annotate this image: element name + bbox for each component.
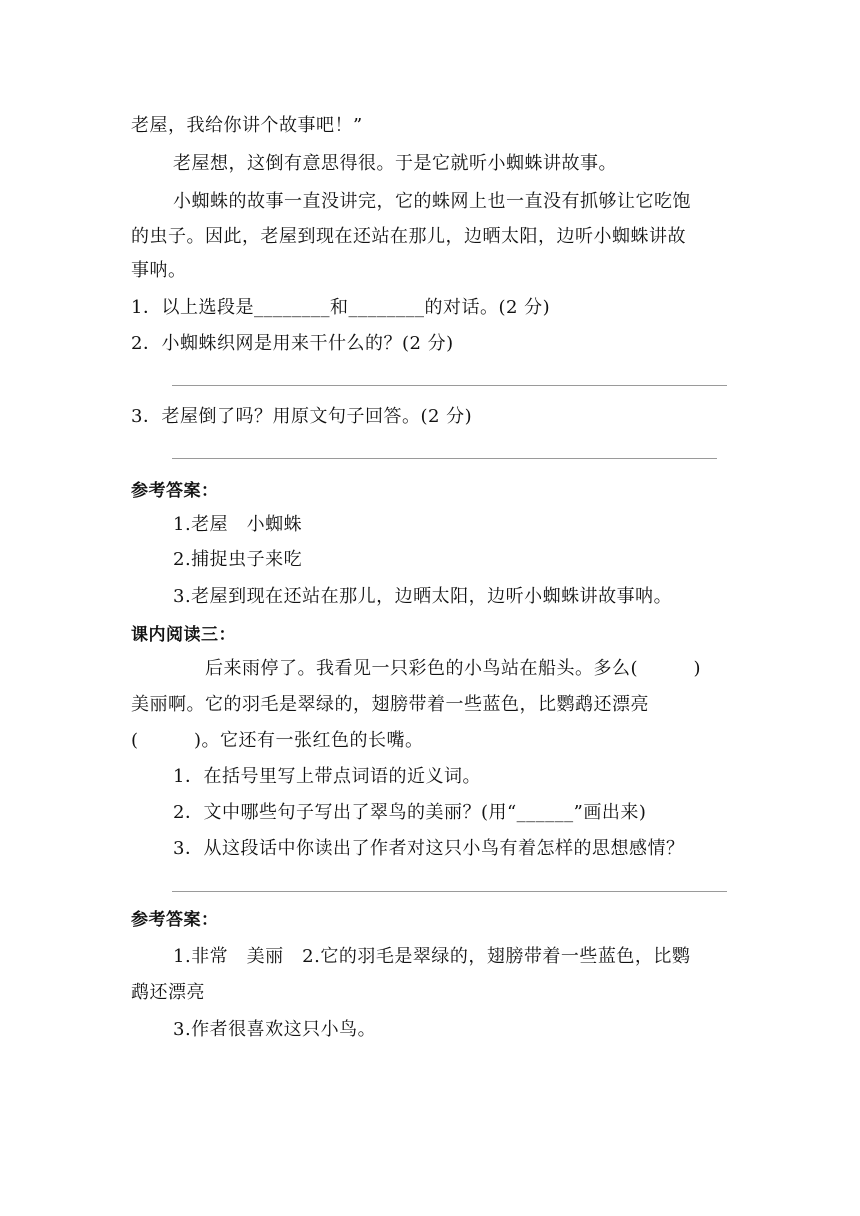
- answer-1: 1.老屋 小蜘蛛: [173, 514, 303, 535]
- passage-line: 小蜘蛛的故事一直没讲完，它的蛛网上也一直没有抓够让它吃饱: [173, 191, 691, 212]
- question-3: 3．老屋倒了吗？用原文句子回答。(2 分): [131, 406, 473, 427]
- passage-line: 事呐。: [131, 260, 187, 281]
- passage-line: ( )。它还有一张红色的长嘴。: [131, 730, 424, 751]
- answer-2: 2.捕捉虫子来吃: [173, 549, 303, 570]
- question-3: 3．从这段话中你读出了作者对这只小鸟有着怎样的思想感情？: [173, 838, 685, 859]
- answer-1-2: 1.非常 美丽 2.它的羽毛是翠绿的，翅膀带着一些蓝色，比鹦: [173, 946, 691, 967]
- question-1: 1．在括号里写上带点词语的近义词。: [173, 766, 481, 787]
- question-2: 2．小蜘蛛织网是用来干什么的？(2 分): [131, 333, 454, 354]
- passage-line: 老屋想，这倒有意思得很。于是它就听小蜘蛛讲故事。: [173, 153, 617, 174]
- passage-line: 的虫子。因此，老屋到现在还站在那儿，边晒太阳，边听小蜘蛛讲故: [131, 226, 686, 247]
- answer-heading: 参考答案：: [131, 481, 219, 501]
- answer-line[interactable]: [172, 385, 727, 386]
- passage-line: 老屋，我给你讲个故事吧！”: [131, 115, 363, 136]
- answer-3: 3.作者很喜欢这只小鸟。: [173, 1019, 377, 1040]
- answer-heading: 参考答案：: [131, 910, 219, 930]
- answer-3: 3.老屋到现在还站在那儿，边晒太阳，边听小蜘蛛讲故事呐。: [173, 586, 673, 607]
- answer-line[interactable]: [172, 458, 717, 459]
- answer-continuation: 鹉还漂亮: [131, 982, 205, 1003]
- question-1: 1．以上选段是________和________的对话。(2 分): [131, 297, 551, 318]
- passage-line: 后来雨停了。我看见一只彩色的小鸟站在船头。多么( ): [205, 658, 702, 679]
- question-2: 2．文中哪些句子写出了翠鸟的美丽？(用“______”画出来): [173, 802, 647, 823]
- section-heading: 课内阅读三：: [131, 625, 236, 645]
- passage-line: 美丽啊。它的羽毛是翠绿的，翅膀带着一些蓝色，比鹦鹉还漂亮: [131, 694, 649, 715]
- answer-line[interactable]: [172, 891, 727, 892]
